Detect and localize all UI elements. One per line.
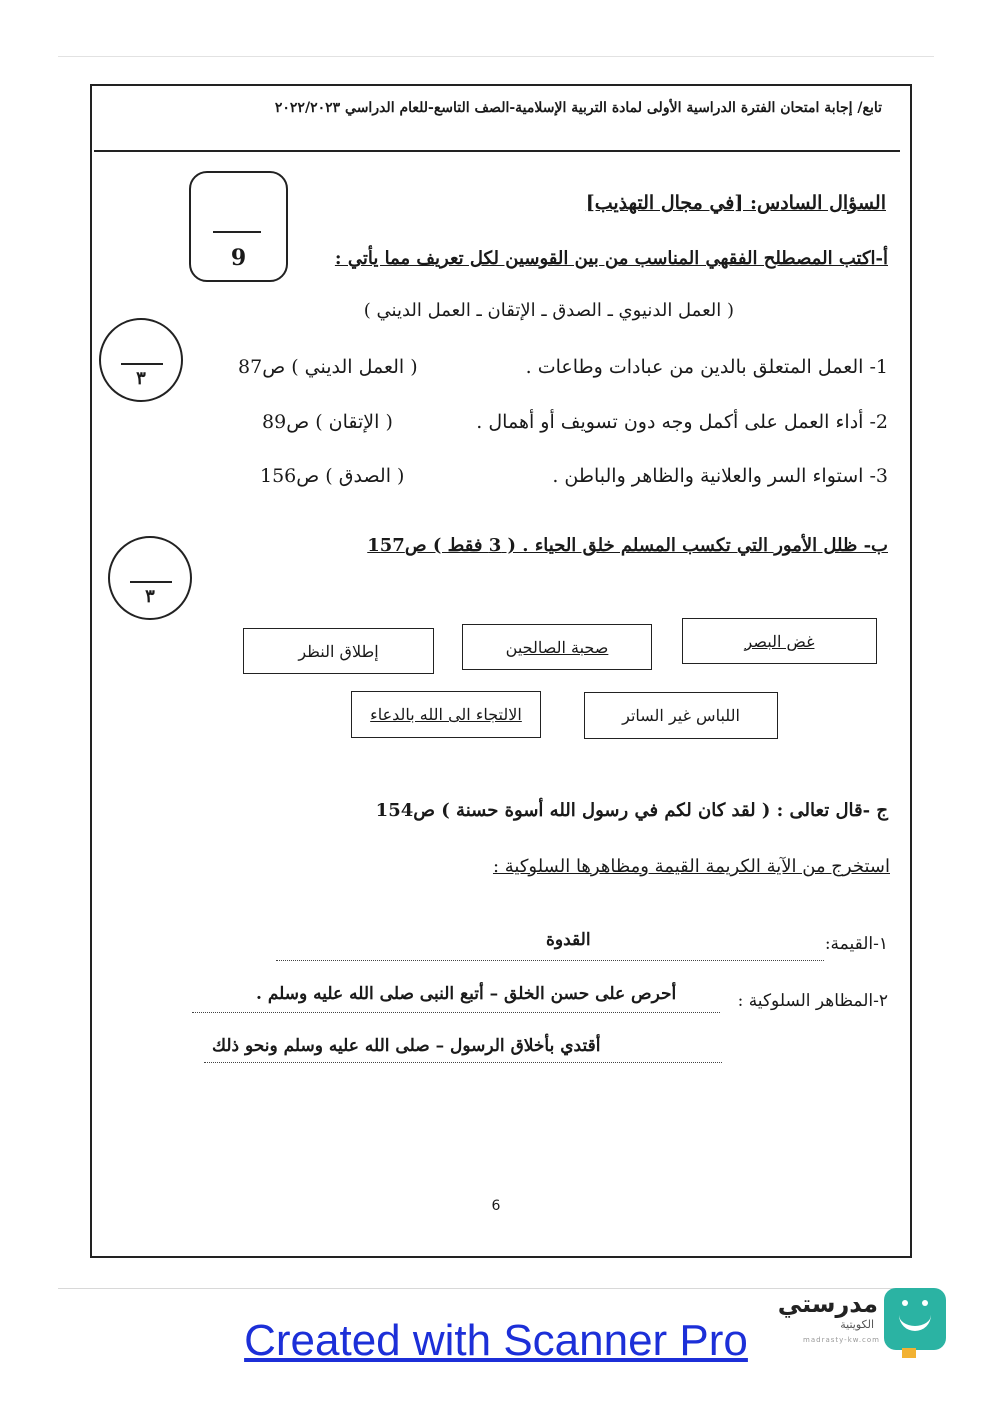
scanner-credit-link[interactable]: Created with Scanner Pro xyxy=(244,1316,748,1365)
definition-answer-1: ( العمل الديني ) ص87 xyxy=(238,356,418,378)
value-answer-line xyxy=(276,960,824,961)
option-box-free-gazing xyxy=(243,628,434,674)
definition-answer-3: ( الصدق ) ص156 xyxy=(260,465,405,487)
score-blank xyxy=(130,581,172,583)
behavior-answer-2: أقتدي بأخلاق الرسول – صلى الله عليه وسلم ونحو ذلك xyxy=(212,1036,601,1056)
part-b-score: ٣ xyxy=(145,586,155,607)
part-c-instruction: استخرج من الآية الكريمة القيمة ومظاهرها السلوكية : xyxy=(492,856,890,877)
question-six-title: السؤال السادس: [في مجال التهذيب] xyxy=(585,192,886,214)
question-score-box xyxy=(189,171,288,282)
logo-name: مدرستي xyxy=(777,1290,878,1318)
option-box-revealing-clothing xyxy=(584,692,778,739)
definition-item-2: 2- أداء العمل على أكمل وجه دون تسويف أو أهمال . xyxy=(476,411,888,433)
part-a-score-circle xyxy=(99,318,183,402)
logo-subtitle: الكويتية xyxy=(840,1318,874,1331)
option-text: اللباس غير الساتر xyxy=(622,706,740,725)
option-text: صحبة الصالحين xyxy=(505,637,609,657)
definition-item-1: 1- العمل المتعلق بالدين من عبادات وطاعات . xyxy=(525,356,888,378)
score-blank xyxy=(121,363,163,365)
scan-top-edge xyxy=(58,56,934,57)
part-a-score: ٣ xyxy=(136,368,146,389)
part-c-title: ج -قال تعالى : ( لقد كان لكم في رسول الله أسوة حسنة ) ص154 xyxy=(375,800,888,821)
option-box-lowering-gaze xyxy=(682,618,877,664)
page-number: 6 xyxy=(491,1198,501,1214)
score-blank xyxy=(213,231,261,233)
option-text: إطلاق النظر xyxy=(298,641,379,661)
option-box-good-company xyxy=(462,624,652,670)
exam-header: تابع/ إجابة امتحان الفترة الدراسية الأولى لمادة التربية الإسلامية-الصف التاسع-للعام الدراسي ٢٠٢٢/٢٠٢٣ xyxy=(274,100,882,116)
value-label: ١-القيمة: xyxy=(824,934,888,954)
logo-url: madrasty-kw.com xyxy=(803,1336,880,1344)
definition-answer-2: ( الإتقان ) ص89 xyxy=(262,411,393,433)
behavior-answer-1: أحرص على حسن الخلق – أتبع النبى صلى الله عليه وسلم . xyxy=(256,984,677,1004)
part-a-title: أ-اكتب المصطلح الفقهي المناسب من بين القوسين لكل تعريف مما يأتي : xyxy=(334,248,888,269)
scan-bottom-edge xyxy=(58,1288,934,1289)
behavior-answer-line-2 xyxy=(204,1062,722,1063)
behavior-answer-line-1 xyxy=(192,1012,720,1013)
part-b-title: ب- ظلل الأمور التي تكسب المسلم خلق الحياء . ( 3 فقط ) ص157 xyxy=(367,535,888,556)
score-total: 9 xyxy=(230,245,247,271)
header-divider xyxy=(94,150,900,152)
definition-item-3: 3- استواء السر والعلانية والظاهر والباطن . xyxy=(552,465,888,487)
option-box-prayer-to-god xyxy=(351,691,541,738)
option-text: الالتجاء الى الله بالدعاء xyxy=(370,705,522,724)
part-b-score-circle xyxy=(108,536,192,620)
option-text: غض البصر xyxy=(744,631,815,651)
value-answer: القدوة xyxy=(546,930,591,950)
term-options: ( العمل الدنيوي ـ الصدق ـ الإتقان ـ العمل الديني ) xyxy=(363,300,734,321)
behavior-label: ٢-المظاهر السلوكية : xyxy=(737,991,888,1011)
